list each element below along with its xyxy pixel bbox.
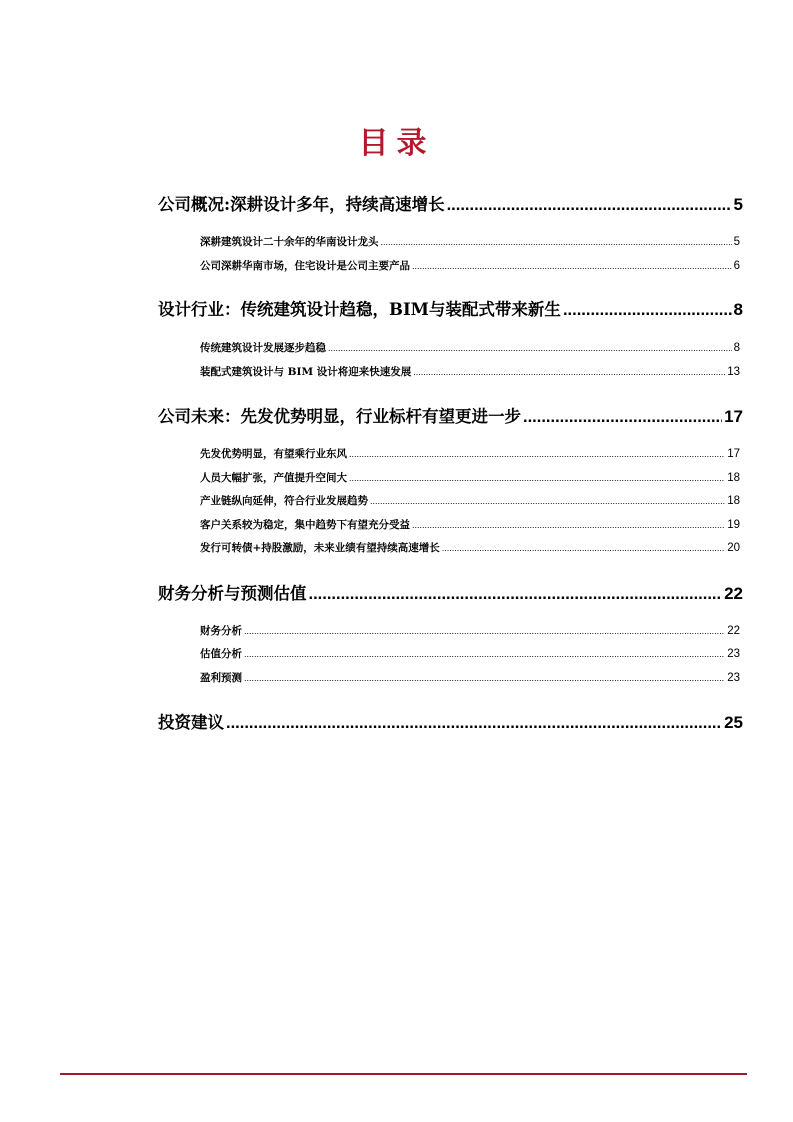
- toc-subentry[interactable]: [200, 446, 740, 461]
- toc-subentry[interactable]: [200, 493, 740, 508]
- toc-entry-investment-advice[interactable]: [158, 709, 743, 731]
- toc-entry-label: 装配式建筑设计与 BIM 设计将迎来快速发展: [200, 366, 412, 378]
- toc-leader-dots: [381, 237, 732, 247]
- toc-entry-label: 财务分析: [200, 625, 242, 637]
- toc-leader-dots: [370, 496, 725, 506]
- toc-leader-dots: [563, 301, 732, 320]
- toc-entry-label: 公司概况:深耕设计多年，持续高速增长: [158, 195, 445, 214]
- toc-entry-page: 25: [724, 713, 743, 732]
- toc-leader-dots: [309, 585, 723, 604]
- toc-entry-page: 5: [733, 236, 740, 248]
- toc-entry-page: 8: [733, 342, 740, 354]
- toc-subentry[interactable]: [200, 623, 740, 638]
- toc-entry-page: 18: [727, 472, 740, 484]
- toc-leader-dots: [442, 543, 725, 553]
- footer-rule: [60, 1073, 747, 1075]
- toc-leader-dots: [349, 449, 725, 459]
- toc-entry-page: 6: [733, 260, 740, 272]
- toc-subentry[interactable]: [200, 540, 740, 555]
- toc-entry-page: 19: [727, 519, 740, 531]
- toc-leader-dots: [447, 196, 732, 215]
- toc-entry-company-overview[interactable]: [158, 191, 743, 213]
- toc-entry-page: 8: [733, 300, 743, 319]
- toc-subentry[interactable]: [200, 517, 740, 532]
- toc-subentry[interactable]: [200, 646, 740, 661]
- page-title: 目录: [358, 126, 435, 161]
- toc-entry-page: 22: [724, 584, 743, 603]
- toc-entry-label: 先发优势明显，有望乘行业东风: [200, 448, 347, 460]
- toc-entry-label: 人员大幅扩张，产值提升空间大: [200, 472, 347, 484]
- toc-entry-financial-analysis[interactable]: [158, 580, 743, 602]
- toc-entry-page: 23: [727, 672, 740, 684]
- toc-entry-label: 公司深耕华南市场，住宅设计是公司主要产品: [200, 260, 410, 272]
- toc-entry-label: 发行可转债+持股激励，未来业绩有望持续高速增长: [200, 542, 440, 554]
- toc-entry-design-industry[interactable]: [158, 296, 743, 318]
- toc-entry-page: 22: [727, 625, 740, 637]
- toc-subentry[interactable]: [200, 364, 740, 379]
- toc-entry-label: 投资建议: [158, 713, 224, 732]
- toc-subentry[interactable]: [200, 340, 740, 355]
- toc-entry-label: 盈利预测: [200, 672, 242, 684]
- toc-entry-label: 深耕建筑设计二十余年的华南设计龙头: [200, 236, 379, 248]
- toc-entry-label: 公司未来：先发优势明显，行业标杆有望更进一步: [158, 407, 521, 426]
- toc-subentry[interactable]: [200, 234, 740, 249]
- toc-entry-page: 13: [727, 366, 740, 378]
- toc-leader-dots: [328, 343, 732, 353]
- toc-entry-label: 产业链纵向延伸，符合行业发展趋势: [200, 495, 368, 507]
- toc-entry-page: 17: [727, 448, 740, 460]
- toc-leader-dots: [349, 473, 725, 483]
- toc-entry-label: 财务分析与预测估值: [158, 584, 307, 603]
- toc-leader-dots: [412, 261, 732, 271]
- toc-leader-dots: [412, 520, 725, 530]
- toc-subentry[interactable]: [200, 470, 740, 485]
- toc-entry-page: 20: [727, 542, 740, 554]
- toc-entry-label: 设计行业：传统建筑设计趋稳，BIM与装配式带来新生: [158, 300, 561, 319]
- toc-leader-dots: [413, 367, 725, 377]
- toc-leader-dots: [226, 714, 722, 733]
- toc-entry-company-future[interactable]: [158, 403, 743, 425]
- toc-subentry[interactable]: [200, 258, 740, 273]
- toc-entry-page: 23: [727, 648, 740, 660]
- toc-leader-dots: [244, 673, 725, 683]
- toc-entry-label: 传统建筑设计发展逐步趋稳: [200, 342, 326, 354]
- toc-entry-label: 客户关系较为稳定，集中趋势下有望充分受益: [200, 519, 410, 531]
- toc-entry-page: 17: [724, 407, 743, 426]
- toc-leader-dots: [244, 626, 725, 636]
- toc-entry-page: 5: [733, 195, 743, 214]
- toc-leader-dots: [244, 649, 725, 659]
- toc-leader-dots: [523, 408, 722, 427]
- toc-subentry[interactable]: [200, 670, 740, 685]
- toc-entry-label: 估值分析: [200, 648, 242, 660]
- toc-entry-page: 18: [727, 495, 740, 507]
